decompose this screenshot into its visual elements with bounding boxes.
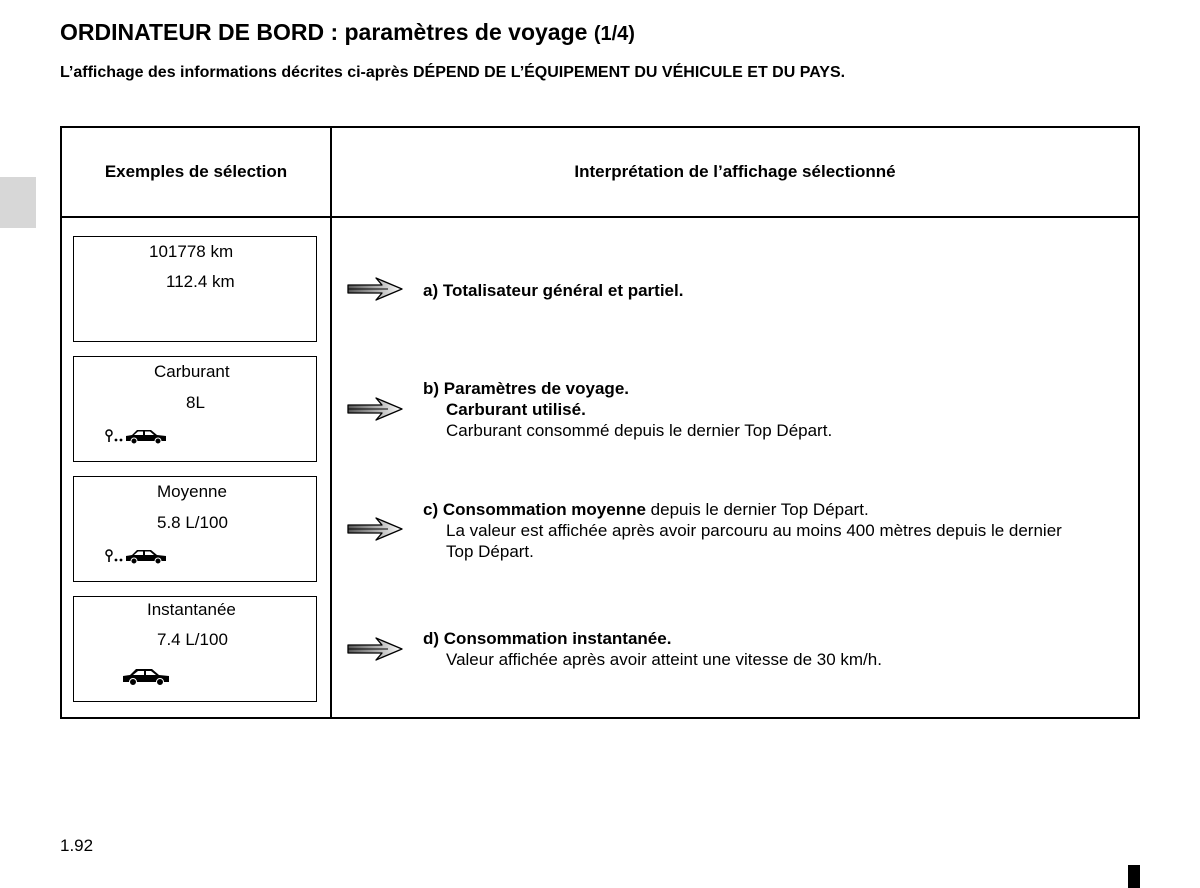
header-divider [62,216,1138,218]
desc-bold-2: Carburant utilisé. [446,400,586,419]
display-line-2: 5.8 L/100 [157,513,228,532]
display-box-fuel-used [73,356,317,462]
desc-rest: depuis le dernier Top Départ. [645,500,869,519]
desc-bold: Consommation moyenne [442,500,646,519]
description-c [423,499,1062,562]
desc-bold: Consommation instantanée. [443,629,672,648]
arrow-icon [346,516,404,542]
display-box-instant [73,596,317,702]
desc-prefix: d) [423,629,440,648]
display-line-1: Carburant [154,362,230,381]
desc-text: La valeur est affichée après avoir parcouru au moins 400 mètres depuis le dernier [446,521,1062,540]
column-header-interpretation: Interprétation de l’affichage sélectionné [574,162,896,181]
display-line-1: Moyenne [157,482,227,501]
desc-prefix: b) [423,379,440,398]
chapter-tab [0,177,36,228]
desc-text-2: Top Départ. [446,542,534,561]
desc-prefix: c) [423,500,439,519]
description-b [423,378,832,441]
page-title [60,19,635,46]
description-a [423,280,683,301]
column-header-examples: Exemples de sélection [104,162,288,181]
trip-car-icon [105,427,169,445]
trip-car-icon [105,547,169,565]
desc-text: Carburant consommé depuis le dernier Top Départ. [446,421,833,440]
display-line-1: Instantanée [147,600,236,619]
arrow-icon [346,276,404,302]
display-line-1: 101778 km [149,242,234,261]
selection-table [60,126,1140,719]
page-subtitle: L’affichage des informations décrites ci-après DÉPEND DE L’ÉQUIPEMENT DU VÉHICULE ET DU PAYS. [60,64,846,81]
corner-marker [1128,865,1140,888]
desc-prefix: a) [423,281,439,300]
desc-bold: Paramètres de voyage. [443,379,629,398]
display-box-average [73,476,317,582]
desc-text: Valeur affichée après avoir atteint une vitesse de 30 km/h. [446,650,882,669]
car-icon [121,667,171,687]
display-line-2: 7.4 L/100 [157,630,228,649]
desc-bold: Totalisateur général et partiel. [442,281,684,300]
title-suffix: (1/4) [593,23,635,45]
title-main: ORDINATEUR DE BORD : paramètres de voyage [60,19,588,45]
arrow-icon [346,636,404,662]
display-box-odometer [73,236,317,342]
display-line-2: 112.4 km [166,272,235,291]
arrow-icon [346,396,404,422]
page-number: 1.92 [60,836,94,855]
display-line-2: 8L [186,393,205,412]
description-d [423,628,882,670]
